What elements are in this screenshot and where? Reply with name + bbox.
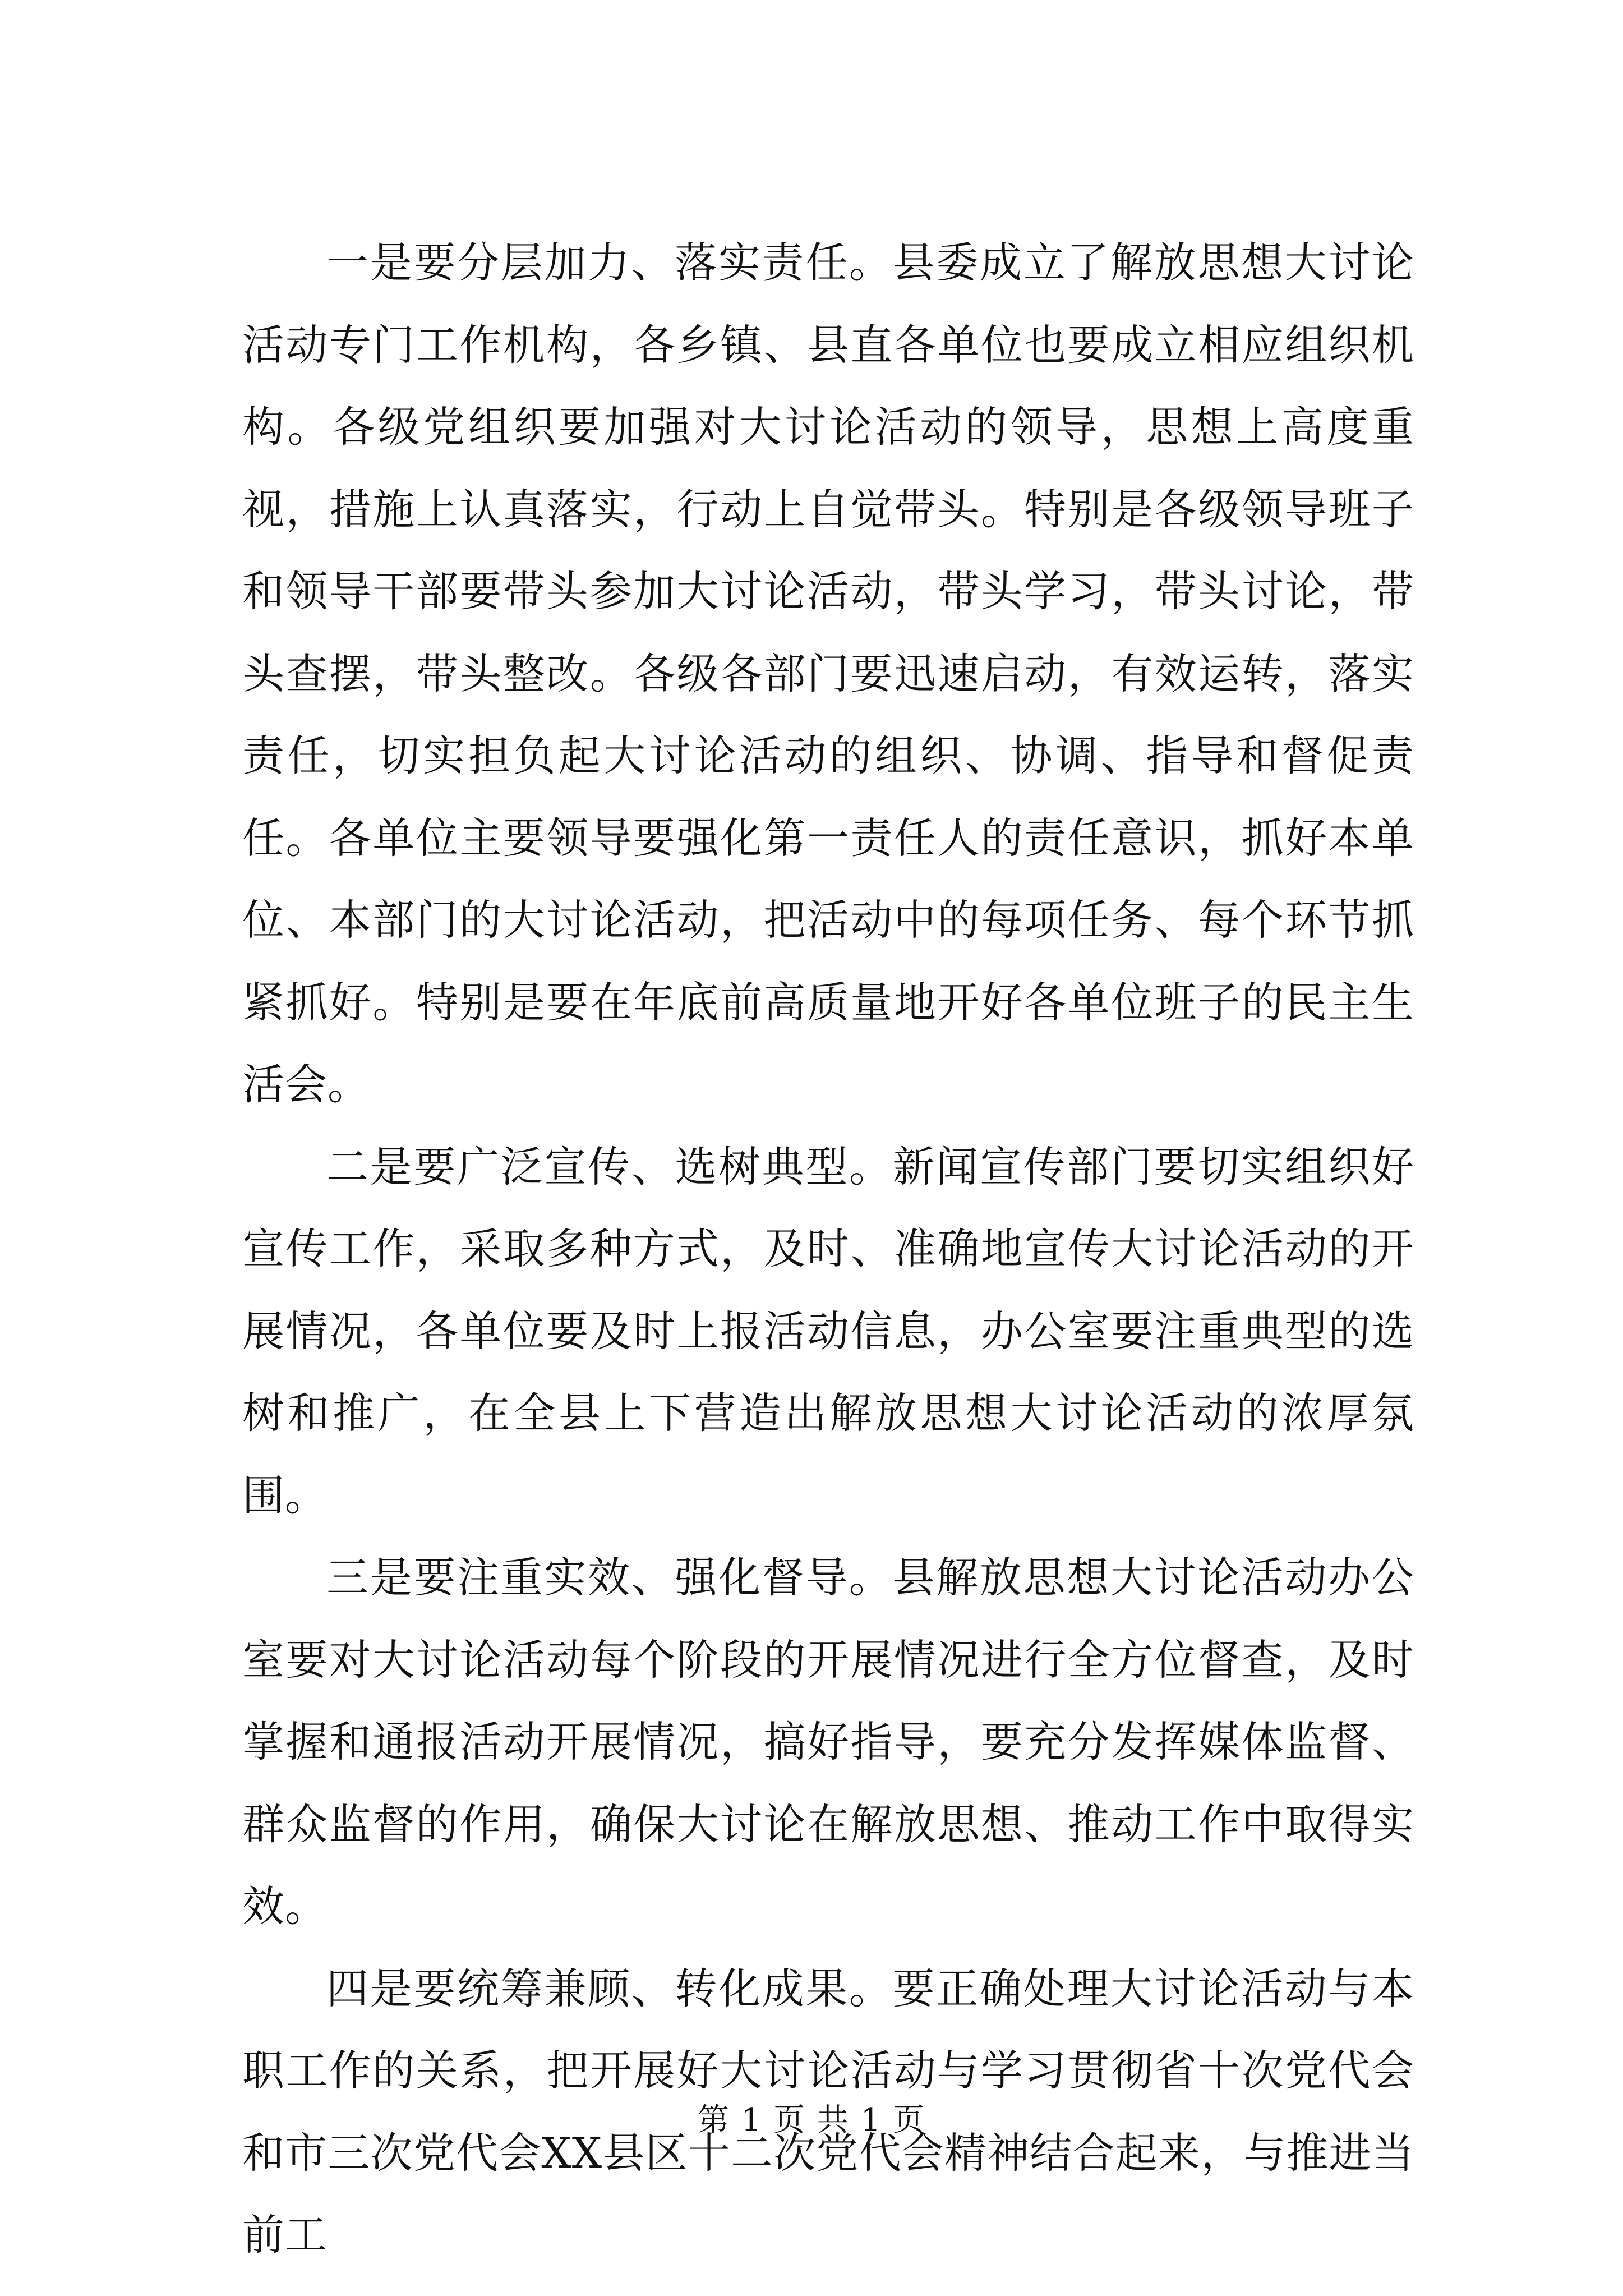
paragraph-2: 二是要广泛宣传、选树典型。新闻宣传部门要切实组织好宣传工作，采取多种方式，及时、准确地宣传大讨论活动的开展情况，各单位要及时上报活动信息，办公室要注重典型的选树和推广，在全县上下营造出解放思想大讨论活动的浓厚氛围。 [242,1142,1414,1520]
paragraph-4: 四是要统筹兼顾、转化成果。要正确处理大讨论活动与本职工作的关系，把开展好大讨论活动与学习贯彻省十次党代会和市三次党代会XX县区十二次党代会精神结合起来，与推进当前工 [242,1963,1414,2260]
paragraph-3: 三是要注重实效、强化督导。县解放思想大讨论活动办公室要对大讨论活动每个阶段的开展情况进行全方位督查，及时掌握和通报活动开展情况，搞好指导，要充分发挥媒体监督、群众监督的作用，确保大讨论在解放思想、推动工作中取得实效。 [242,1553,1414,1931]
document-body [242,222,1414,2276]
paragraph-1: 一是要分层加力、落实责任。县委成立了解放思想大讨论活动专门工作机构，各乡镇、县直各单位也要成立相应组织机构。各级党组织要加强对大讨论活动的领导，思想上高度重视，措施上认真落实，行动上自觉带头。特别是各级领导班子和领导干部要带头参加大讨论活动，带头学习，带头讨论，带头查摆，带头整改。各级各部门要迅速启动，有效运转，落实责任，切实担负起大讨论活动的组织、协调、指导和督促责任。各单位主要领导要强化第一责任人的责任意识，抓好本单位、本部门的大讨论活动，把活动中的每项任务、每个环节抓紧抓好。特别是要在年底前高质量地开好各单位班子的民主生活会。 [242,238,1414,1109]
page-number-footer: 第 1 页 共 1 页 [697,2102,926,2138]
